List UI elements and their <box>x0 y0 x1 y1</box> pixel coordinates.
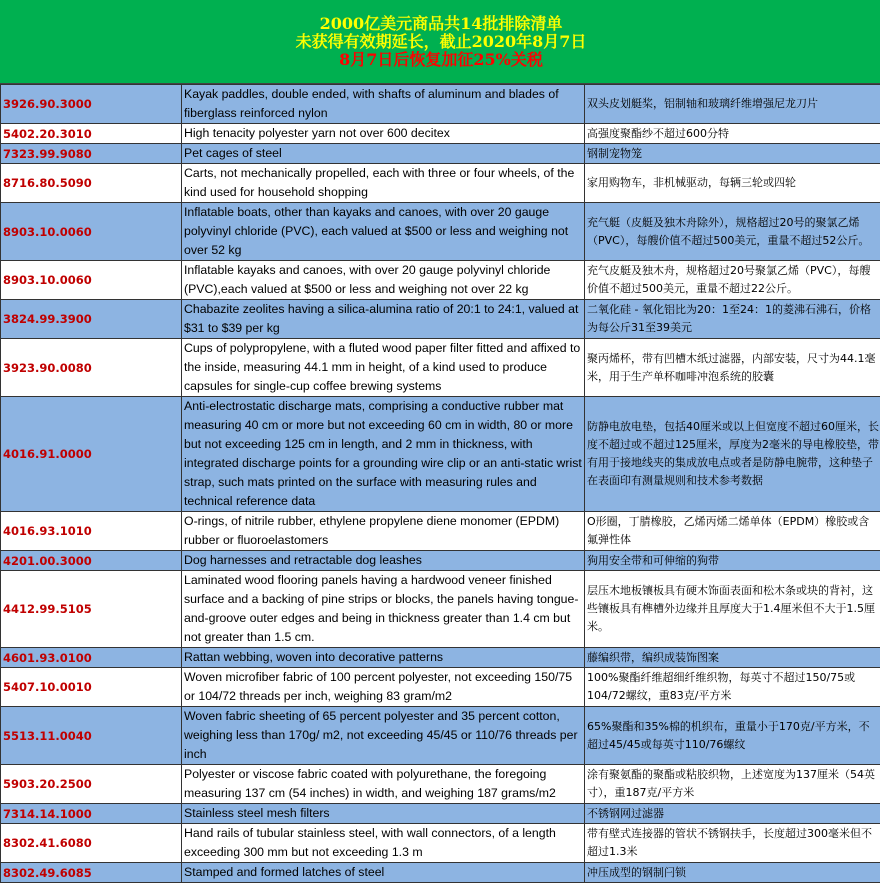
hts-code: 8716.80.5090 <box>1 164 182 203</box>
table-row <box>1 85 880 124</box>
table-row <box>1 300 880 339</box>
hts-code: 8302.49.6085 <box>1 863 182 883</box>
hts-code: 5903.20.2500 <box>1 765 182 804</box>
chinese-description: 100%聚酯纤维超细纤维织物，每英寸不超过150/75或104/72螺纹，重83克/平方米 <box>585 668 880 707</box>
table-row <box>1 863 880 883</box>
chinese-description: 藤编织带，编织成装饰图案 <box>585 648 880 668</box>
english-description: O-rings, of nitrile rubber, ethylene propylene diene monomer (EPDM) rubber or fluoroelastomers <box>182 512 585 551</box>
chinese-description: 65%聚酯和35%棉的机织布，重量小于170克/平方米，不超过45/45或每英寸110/76螺纹 <box>585 707 880 765</box>
table-row <box>1 124 880 144</box>
title-line-3: 8月7日后恢复加征25%关税 <box>339 49 543 69</box>
hts-code: 3824.99.3900 <box>1 300 182 339</box>
english-description: Anti-electrostatic discharge mats, comprising a conductive rubber mat measuring 40 cm or more but not exceeding 60 cm in width, 80 or more but not exceeding 125 cm in length, and 2 mm in thickness, with integrated discharge points for a grounding wire clip or an anti-static wrist strap, such mats printed on the surface with measuring rules and technical reference data <box>182 397 585 512</box>
hts-code: 8903.10.0060 <box>1 203 182 261</box>
english-description: High tenacity polyester yarn not over 600 decitex <box>182 124 585 144</box>
chinese-description: 层压木地板镶板具有硬木饰面表面和松木条或块的背衬，这些镶板具有榫槽外边缘并且厚度大于1.4厘米但不大于1.5厘米。 <box>585 571 880 648</box>
chinese-description: 二氧化硅 - 氧化铝比为20：1至24：1的菱沸石沸石，价格为每公斤31至39美元 <box>585 300 880 339</box>
english-description: Laminated wood flooring panels having a hardwood veneer finished surface and a backing of pine strips or blocks, the panels having tongue-and-groove outer edges and being in thickness greater than 1.4 cm but not greater than 1.5 cm. <box>182 571 585 648</box>
title-line-2: 未获得有效期延长，截止2020年8月7日 <box>295 31 587 51</box>
chinese-description: 不锈钢网过滤器 <box>585 804 880 824</box>
hts-code: 3926.90.3000 <box>1 85 182 124</box>
hts-code: 4016.93.1010 <box>1 512 182 551</box>
exclusion-table <box>0 84 880 883</box>
table-row <box>1 668 880 707</box>
hts-code: 5513.11.0040 <box>1 707 182 765</box>
hts-code: 4601.93.0100 <box>1 648 182 668</box>
english-description: Kayak paddles, double ended, with shafts of aluminum and blades of fiberglass reinforced nylon <box>182 85 585 124</box>
english-description: Cups of polypropylene, with a fluted wood paper filter fitted and affixed to the inside, measuring 44.1 mm in height, of a kind used to produce capsules for single-cup coffee brewing systems <box>182 339 585 397</box>
hts-code: 7323.99.9080 <box>1 144 182 164</box>
english-description: Chabazite zeolites having a silica-alumina ratio of 20:1 to 24:1, valued at $31 to $39 per kg <box>182 300 585 339</box>
english-description: Woven fabric sheeting of 65 percent polyester and 35 percent cotton, weighing less than 170g/ m2, not exceeding 45/45 or 110/76 threads per inch <box>182 707 585 765</box>
chinese-description: 充气皮艇及独木舟，规格超过20号聚氯乙烯（PVC），每艘价值不超过500美元，重量不超过22公斤。 <box>585 261 880 300</box>
english-description: Stainless steel mesh filters <box>182 804 585 824</box>
hts-code: 8302.41.6080 <box>1 824 182 863</box>
hts-code: 4201.00.3000 <box>1 551 182 571</box>
hts-code: 5402.20.3010 <box>1 124 182 144</box>
table-row <box>1 571 880 648</box>
table-row <box>1 551 880 571</box>
hts-code: 4016.91.0000 <box>1 397 182 512</box>
english-description: Polyester or viscose fabric coated with polyurethane, the foregoing measuring 137 cm (54 inches) in width, and weighing 187 grams/m2 <box>182 765 585 804</box>
chinese-description: O形圈，丁腈橡胶，乙烯丙烯二烯单体（EPDM）橡胶或含氟弹性体 <box>585 512 880 551</box>
table-row <box>1 765 880 804</box>
chinese-description: 家用购物车，非机械驱动，每辆三轮或四轮 <box>585 164 880 203</box>
english-description: Inflatable boats, other than kayaks and canoes, with over 20 gauge polyvinyl chloride (PVC), each valued at $500 or less and weighing not over 52 kg <box>182 203 585 261</box>
table-row <box>1 804 880 824</box>
hts-code: 7314.14.1000 <box>1 804 182 824</box>
english-description: Woven microfiber fabric of 100 percent polyester, not exceeding 150/75 or 104/72 threads per inch, weighing 83 gram/m2 <box>182 668 585 707</box>
hts-code: 8903.10.0060 <box>1 261 182 300</box>
chinese-description: 防静电放电垫，包括40厘米或以上但宽度不超过60厘米，长度不超过或不超过125厘米，厚度为2毫米的导电橡胶垫，带有用于接地线夹的集成放电点或者是防静电腕带，这种垫子在表面印有测量规则和技术参考数据 <box>585 397 880 512</box>
chinese-description: 充气艇（皮艇及独木舟除外），规格超过20号的聚氯乙烯（PVC），每艘价值不超过500美元，重量不超过52公斤。 <box>585 203 880 261</box>
english-description: Inflatable kayaks and canoes, with over 20 gauge polyvinyl chloride (PVC),each valued at $500 or less and weighing not over 22 kg <box>182 261 585 300</box>
table-row <box>1 339 880 397</box>
chinese-description: 高强度聚酯纱不超过600分特 <box>585 124 880 144</box>
table-row <box>1 512 880 551</box>
chinese-description: 聚丙烯杯，带有凹槽木纸过滤器，内部安装，尺寸为44.1毫米，用于生产单杯咖啡冲泡系统的胶囊 <box>585 339 880 397</box>
chinese-description: 带有壁式连接器的管状不锈钢扶手，长度超过300毫米但不超过1.3米 <box>585 824 880 863</box>
hts-code: 5407.10.0010 <box>1 668 182 707</box>
english-description: Dog harnesses and retractable dog leashes <box>182 551 585 571</box>
chinese-description: 涂有聚氨酯的聚酯或粘胶织物，上述宽度为137厘米（54英寸），重187克/平方米 <box>585 765 880 804</box>
english-description: Pet cages of steel <box>182 144 585 164</box>
table-row <box>1 144 880 164</box>
chinese-description: 双头皮划艇桨，铝制轴和玻璃纤维增强尼龙刀片 <box>585 85 880 124</box>
english-description: Carts, not mechanically propelled, each with three or four wheels, of the kind used for household shopping <box>182 164 585 203</box>
table-row <box>1 707 880 765</box>
chinese-description: 钢制宠物笼 <box>585 144 880 164</box>
table-row <box>1 397 880 512</box>
english-description: Hand rails of tubular stainless steel, with wall connectors, of a length exceeding 300 mm but not exceeding 1.3 m <box>182 824 585 863</box>
hts-code: 3923.90.0080 <box>1 339 182 397</box>
table-row <box>1 648 880 668</box>
table-row <box>1 164 880 203</box>
table-row <box>1 203 880 261</box>
english-description: Stamped and formed latches of steel <box>182 863 585 883</box>
title-line-1: 2000亿美元商品共14批排除清单 <box>319 13 563 33</box>
table-row <box>1 261 880 300</box>
chinese-description: 狗用安全带和可伸缩的狗带 <box>585 551 880 571</box>
table-row <box>1 824 880 863</box>
chinese-description: 冲压成型的钢制闩锁 <box>585 863 880 883</box>
english-description: Rattan webbing, woven into decorative patterns <box>182 648 585 668</box>
hts-code: 4412.99.5105 <box>1 571 182 648</box>
title-banner <box>0 0 880 84</box>
